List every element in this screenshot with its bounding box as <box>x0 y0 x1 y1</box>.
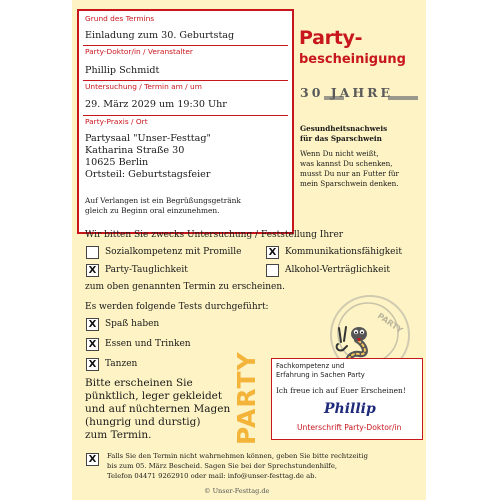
date-label: Untersuchung / Termin am / um <box>85 82 202 91</box>
party-vertical-text: PARTY <box>232 351 261 445</box>
appear-line: und auf nüchternen Magen <box>85 403 231 415</box>
checkbox-party-fitness[interactable]: X <box>86 264 99 277</box>
place-label: Party-Praxis / Ort <box>85 117 148 126</box>
copyright: © Unser-Festtag.de <box>204 487 270 495</box>
test-label: Tanzen <box>105 359 138 369</box>
checkbox-test-food[interactable]: X <box>86 338 99 351</box>
poem-line: was kannst Du schenken, <box>300 159 393 168</box>
appear-line: Bitte erscheinen Sie <box>85 377 193 389</box>
date-value: 29. März 2029 um 19:30 Uhr <box>85 99 227 110</box>
signature-name: Phillip <box>324 401 376 417</box>
option-label: Kommunikationsfähigkeit <box>285 247 402 257</box>
competence-line: Fachkompetenz und <box>276 362 345 370</box>
footer-line: Falls Sie den Termin nicht wahrnehmen können, geben Sie bitte rechtzeitig <box>107 452 368 460</box>
checkbox-cancel-notice[interactable]: X <box>86 453 99 466</box>
appear-line: (hungrig und durstig) <box>85 416 201 428</box>
checkbox-test-dance[interactable]: X <box>86 358 99 371</box>
exam-intro: Wir bitten Sie zwecks Untersuchung / Feststellung Ihrer <box>85 230 344 240</box>
doctor-value: Phillip Schmidt <box>85 65 160 76</box>
tests-intro: Es werden folgende Tests durchgeführt: <box>85 302 269 312</box>
reason-value: Einladung zum 30. Geburtstag <box>85 30 235 41</box>
footer-line: Telefon 04471 9262910 oder mail: info@unser-festtag.de ab. <box>107 472 317 480</box>
checkbox-test-fun[interactable]: X <box>86 318 99 331</box>
place-line: Ortsteil: Geburtstagsfeier <box>85 169 211 180</box>
appointment-form-box <box>77 9 294 234</box>
exam-outro: zum oben genannten Termin zu erscheinen. <box>85 282 286 292</box>
signature-caption: Unterschrift Party-Doktor/in <box>297 423 402 432</box>
place-line: 10625 Berlin <box>85 157 149 168</box>
years-stamp: 30 JAHRE <box>300 85 394 100</box>
poem-line: mein Sparschwein denken. <box>300 179 399 188</box>
footer-line: bis zum 05. März Bescheid. Sagen Sie bei der Sprechstundenhilfe, <box>107 462 338 470</box>
test-label: Spaß haben <box>105 319 160 329</box>
place-line: Partysaal "Unser-Festtag" <box>85 133 211 144</box>
option-label: Sozialkompetenz mit Promille <box>105 247 242 257</box>
title-bescheinigung: bescheinigung <box>299 52 406 67</box>
checkbox-communication[interactable]: X <box>266 246 279 259</box>
place-line: Katharina Straße 30 <box>85 145 185 156</box>
divider <box>83 115 288 116</box>
title-party: Party- <box>299 27 363 49</box>
svg-text:PARTY: PARTY <box>375 311 405 335</box>
poem-line: musst Du nur an Futter für <box>300 169 399 178</box>
greeting-text: Ich freue ich auf Euer Erscheinen! <box>276 386 406 395</box>
party-certificate-card <box>72 0 426 500</box>
divider <box>83 45 288 46</box>
checkbox-social[interactable] <box>86 246 99 259</box>
competence-line: Erfahrung in Sachen Party <box>276 371 365 379</box>
appear-line: pünktlich, leger gekleidet <box>85 390 223 402</box>
signature-box <box>271 358 423 440</box>
poem-line: Wenn Du nicht weißt, <box>300 149 379 158</box>
welcome-drink-note: Auf Verlangen ist ein Begrüßungsgetränk <box>85 196 241 205</box>
option-label: Alkohol-Verträglichkeit <box>285 265 390 275</box>
appear-line: zum Termin. <box>85 429 152 441</box>
divider <box>83 80 288 81</box>
option-label: Party-Tauglichkeit <box>105 265 188 275</box>
doctor-label: Party-Doktor/in / Veranstalter <box>85 47 193 56</box>
reason-label: Grund des Termins <box>85 14 155 23</box>
subtitle: Gesundheitsnachweis <box>300 124 388 133</box>
welcome-drink-note: gleich zu Beginn oral einzunehmen. <box>85 206 220 215</box>
subtitle: für das Sparschwein <box>300 134 382 143</box>
test-label: Essen und Trinken <box>105 339 191 349</box>
checkbox-alcohol[interactable] <box>266 264 279 277</box>
